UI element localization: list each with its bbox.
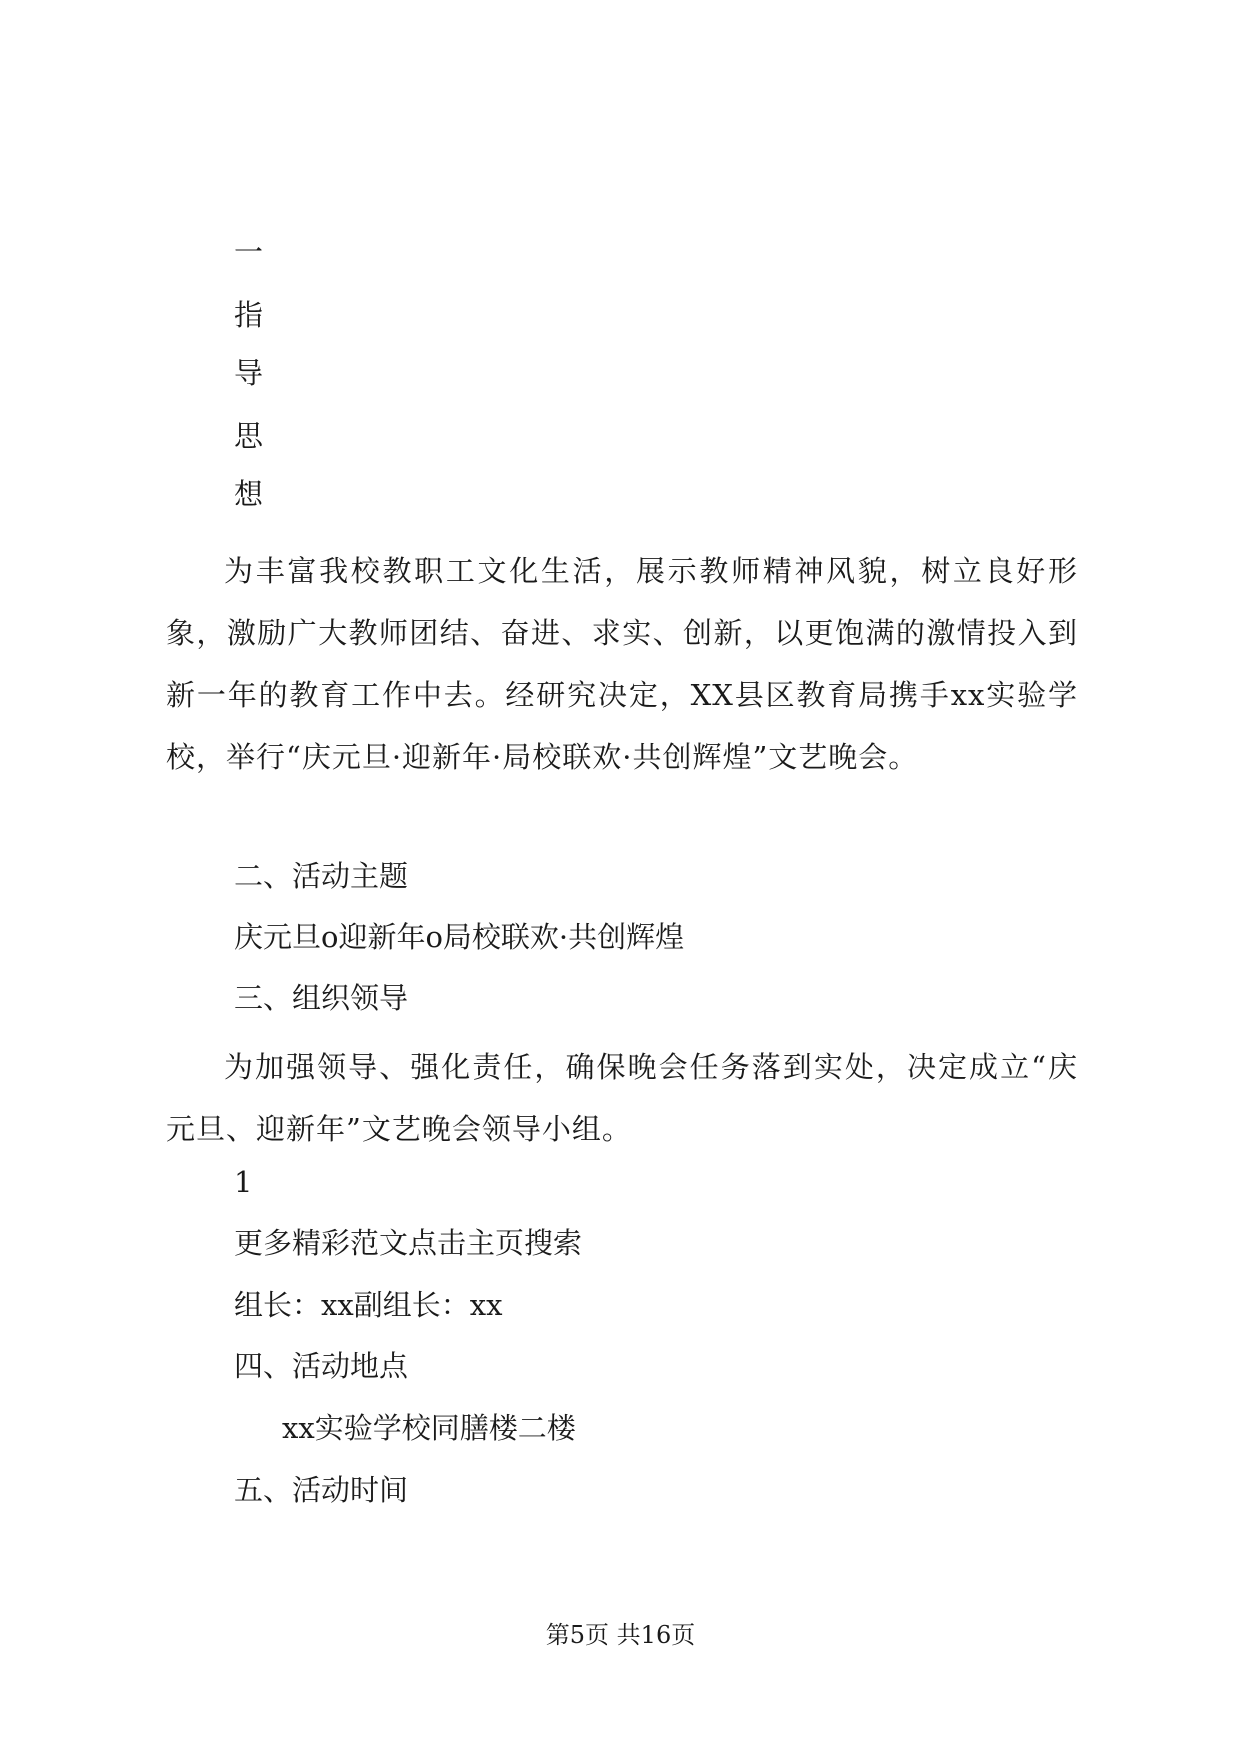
heading-char: 思 (234, 419, 264, 453)
section-title-theme: 二、活动主题 (234, 859, 409, 893)
page-marker: 1 (234, 1165, 253, 1199)
heading-char: 指 (234, 298, 264, 332)
leaders-text: 组长：xx副组长：xx (234, 1288, 503, 1322)
heading-char: 想 (234, 477, 264, 511)
page-footer: 第5页 共16页 (545, 1621, 696, 1649)
organization-paragraph: 为加强领导、强化责任，确保晚会任务落到实处，决定成立“庆元旦、迎新年”文艺晚会领导小组。 (166, 1050, 1078, 1146)
section-title-time: 五、活动时间 (234, 1473, 409, 1507)
heading-char: 导 (234, 356, 264, 390)
heading-char: 一 (234, 235, 264, 269)
intro-paragraph: 为丰富我校教职工文化生活，展示教师精神风貌，树立良好形象，激励广大教师团结、奋进、求实、创新，以更饱满的激情投入到新一年的教育工作中去。经研究决定，XX县区教育局携手xx实验学校，举行“庆元旦·迎新年·局校联欢·共创辉煌”文艺晚会。 (166, 554, 1078, 774)
section-title-organization: 三、组织领导 (234, 981, 409, 1015)
section-title-location: 四、活动地点 (234, 1349, 409, 1383)
location-text: xx实验学校同膳楼二楼 (282, 1411, 576, 1445)
more-link[interactable]: 更多精彩范文点击主页搜索 (234, 1226, 583, 1260)
theme-text: 庆元旦o迎新年o局校联欢·共创辉煌 (234, 920, 685, 954)
